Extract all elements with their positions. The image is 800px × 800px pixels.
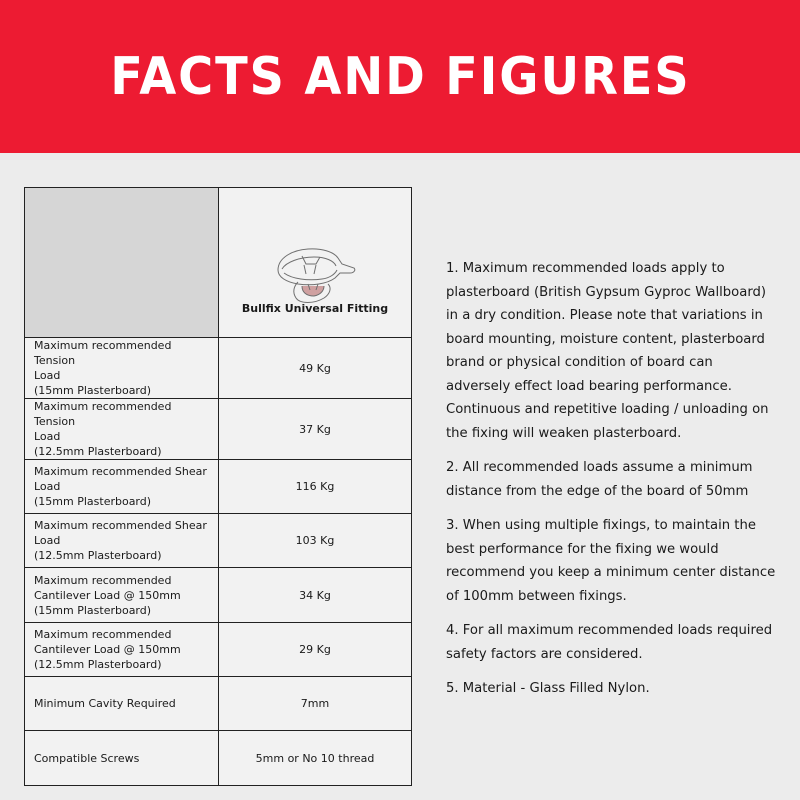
row-label-line: Load: [34, 369, 61, 382]
row-value: 34 Kg: [219, 568, 412, 623]
row-label-line: (15mm Plasterboard): [34, 384, 152, 397]
row-label: [25, 568, 219, 623]
table-row: [25, 514, 412, 568]
header-banner: [0, 0, 800, 153]
table-row: [25, 460, 412, 514]
row-label-line: (12.5mm Plasterboard): [34, 445, 162, 458]
row-label: [25, 514, 219, 568]
table-row: [25, 623, 412, 677]
table-header-row: [25, 188, 412, 338]
row-label-line: Minimum Cavity Required: [34, 697, 176, 710]
empty-header-cell: [25, 188, 219, 338]
row-value: 103 Kg: [219, 514, 412, 568]
row-label-line: Cantilever Load @ 150mm: [34, 643, 181, 656]
table-row: [25, 731, 412, 786]
table-row: [25, 677, 412, 731]
table-row: [25, 399, 412, 460]
row-label-line: Load: [34, 430, 61, 443]
notes-section: [446, 257, 776, 712]
row-label-line: Maximum recommended Shear: [34, 465, 207, 478]
product-name: Bullfix Universal Fitting: [241, 302, 389, 315]
row-label-line: (15mm Plasterboard): [34, 495, 152, 508]
row-label-line: Compatible Screws: [34, 751, 140, 765]
row-label-line: Maximum recommended: [34, 573, 172, 587]
note-item: 3. When using multiple fixings, to maintain the best performance for the fixing we would recommend you keep a minimum center distance of 100mm between fixings.: [446, 518, 776, 604]
row-value: 37 Kg: [219, 399, 412, 460]
bullfix-fitting-icon: [272, 242, 358, 308]
row-label-line: Cantilever Load @ 150mm: [34, 588, 181, 602]
row-value: 7mm: [219, 677, 412, 731]
row-label: [25, 731, 219, 786]
row-label: [25, 677, 219, 731]
table-row: [25, 568, 412, 623]
row-value: 116 Kg: [219, 460, 412, 514]
row-label-line: Load: [34, 480, 61, 493]
row-label-line: (15mm Plasterboard): [34, 603, 152, 617]
product-header-cell: [219, 188, 412, 338]
row-label-line: Maximum recommended Tension: [34, 339, 172, 367]
note-item: 4. For all maximum recommended loads required safety factors are considered.: [446, 623, 773, 662]
row-label-line: Load: [34, 534, 61, 547]
row-label: [25, 399, 219, 460]
row-value: 49 Kg: [219, 338, 412, 399]
row-label-line: Maximum recommended Shear: [34, 519, 207, 532]
row-label: [25, 623, 219, 677]
row-label: [25, 338, 219, 399]
page-title: FACTS AND FIGURES: [109, 46, 691, 107]
row-label-line: (12.5mm Plasterboard): [34, 549, 162, 562]
note-item: 1. Maximum recommended loads apply to plasterboard (British Gypsum Gyproc Wallboard) in a dry condition. Please note that variations in board mounting, moisture content, plasterboard brand or physical condition of board can adversely effect load bearing performance. Continuous and repetitive loading / unloading on the fixing will weaken plasterboard.: [446, 261, 769, 441]
row-value: 29 Kg: [219, 623, 412, 677]
row-label-line: Maximum recommended: [34, 628, 172, 641]
table-row: [25, 338, 412, 399]
note-item: 5. Material - Glass Filled Nylon.: [446, 681, 650, 696]
note-item: 2. All recommended loads assume a minimum distance from the edge of the board of 50mm: [446, 460, 753, 499]
row-label: [25, 460, 219, 514]
row-label-line: (12.5mm Plasterboard): [34, 658, 162, 671]
row-value: 5mm or No 10 thread: [219, 731, 412, 786]
specs-table: [24, 187, 412, 786]
row-label-line: Maximum recommended Tension: [34, 400, 172, 428]
